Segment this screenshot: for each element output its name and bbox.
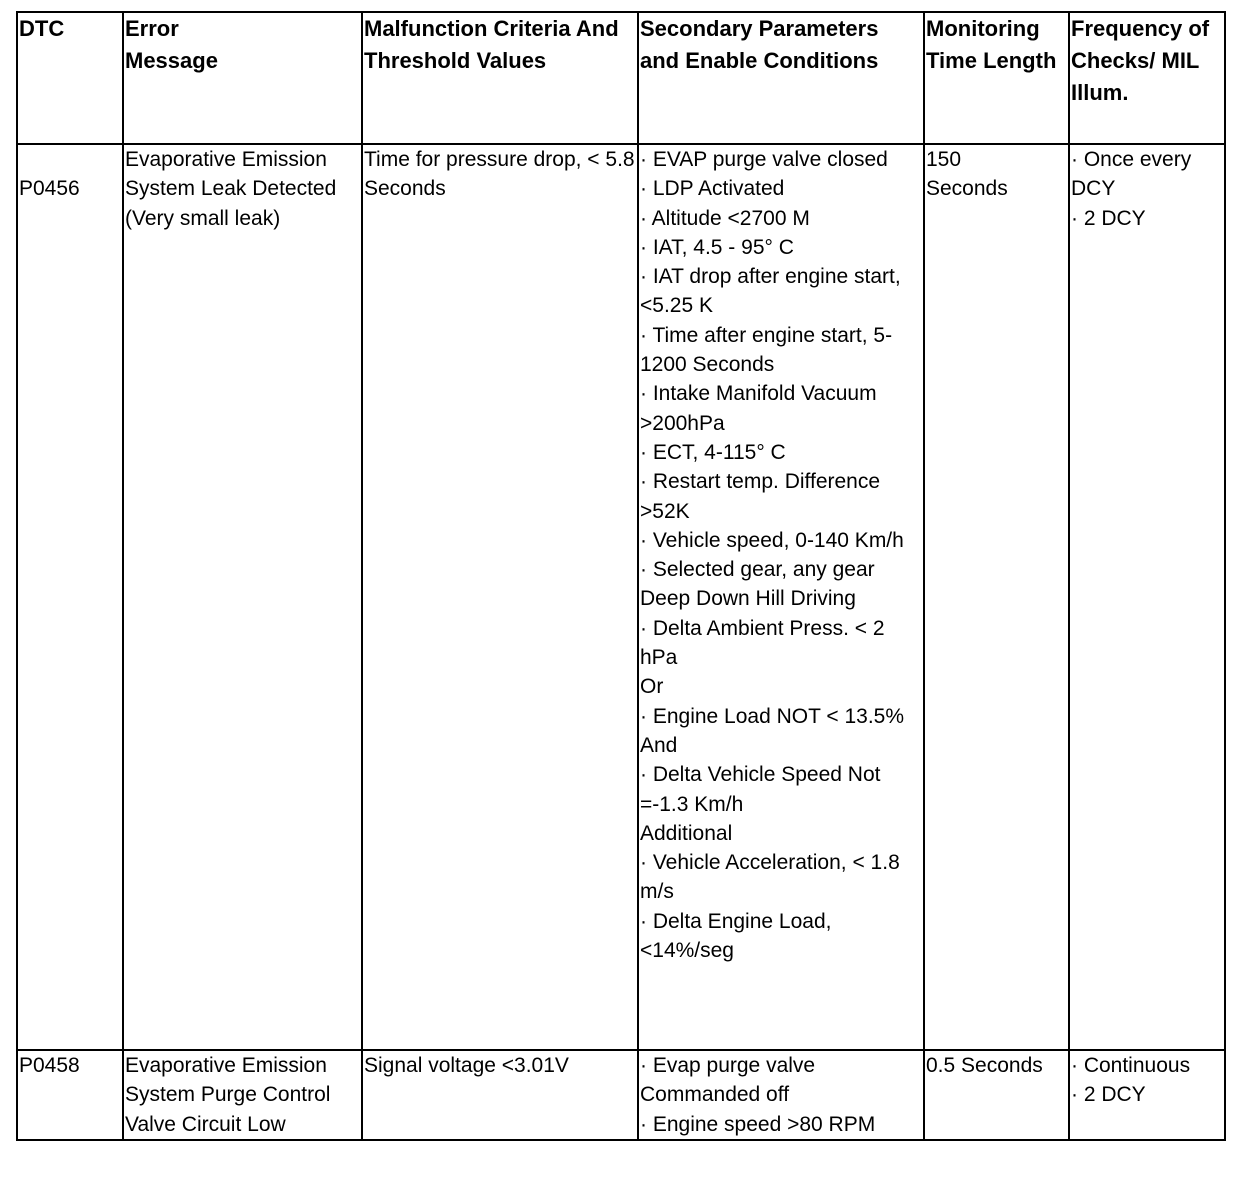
dtc-table bbox=[16, 11, 1226, 1141]
check-frequency: · Continuous · 2 DCY bbox=[1069, 1050, 1225, 1140]
table-row bbox=[17, 1050, 1225, 1140]
malfunction-criteria: Time for pressure drop, < 5.8 Seconds bbox=[362, 144, 638, 1050]
header-frequency: Frequency of Checks/ MIL Illum. bbox=[1069, 12, 1225, 144]
dtc-code: P0456 bbox=[17, 144, 123, 1050]
check-frequency: · Once every DCY · 2 DCY bbox=[1069, 144, 1225, 1050]
header-dtc: DTC bbox=[17, 12, 123, 144]
header-secondary-parameters: Secondary Parameters and Enable Conditions bbox=[638, 12, 924, 144]
error-message: Evaporative Emission System Leak Detected (Very small leak) bbox=[123, 144, 362, 1050]
error-message: Evaporative Emission System Purge Control Valve Circuit Low bbox=[123, 1050, 362, 1140]
secondary-parameters: · Evap purge valve Commanded off · Engine speed >80 RPM bbox=[638, 1050, 924, 1140]
secondary-parameters: · EVAP purge valve closed · LDP Activated · Altitude <2700 M · IAT, 4.5 - 95° C · IAT drop after engine start, <5.25 K · Time after engine start, 5-1200 Seconds · Intake Manifold Vacuum >200hPa · ECT, 4-115° C · Restart temp. Difference >52K · Vehicle speed, 0-140 Km/h · Selected gear, any gear Deep Down Hill Driving · Delta Ambient Press. < 2 hPa Or · Engine Load NOT < 13.5% And · Delta Vehicle Speed Not =-1.3 Km/h Additional · Vehicle Acceleration, < 1.8 m/s · Delta Engine Load, <14%/seg bbox=[638, 144, 924, 1050]
malfunction-criteria: Signal voltage <3.01V bbox=[362, 1050, 638, 1140]
header-malfunction-criteria: Malfunction Criteria And Threshold Values bbox=[362, 12, 638, 144]
header-monitoring-time: Monitoring Time Length bbox=[924, 12, 1069, 144]
header-error-message: Error Message bbox=[123, 12, 362, 144]
monitoring-time: 150 Seconds bbox=[924, 144, 1069, 1050]
dtc-code: P0458 bbox=[17, 1050, 123, 1140]
table-header-row bbox=[17, 12, 1225, 144]
table-row bbox=[17, 144, 1225, 1050]
monitoring-time: 0.5 Seconds bbox=[924, 1050, 1069, 1140]
